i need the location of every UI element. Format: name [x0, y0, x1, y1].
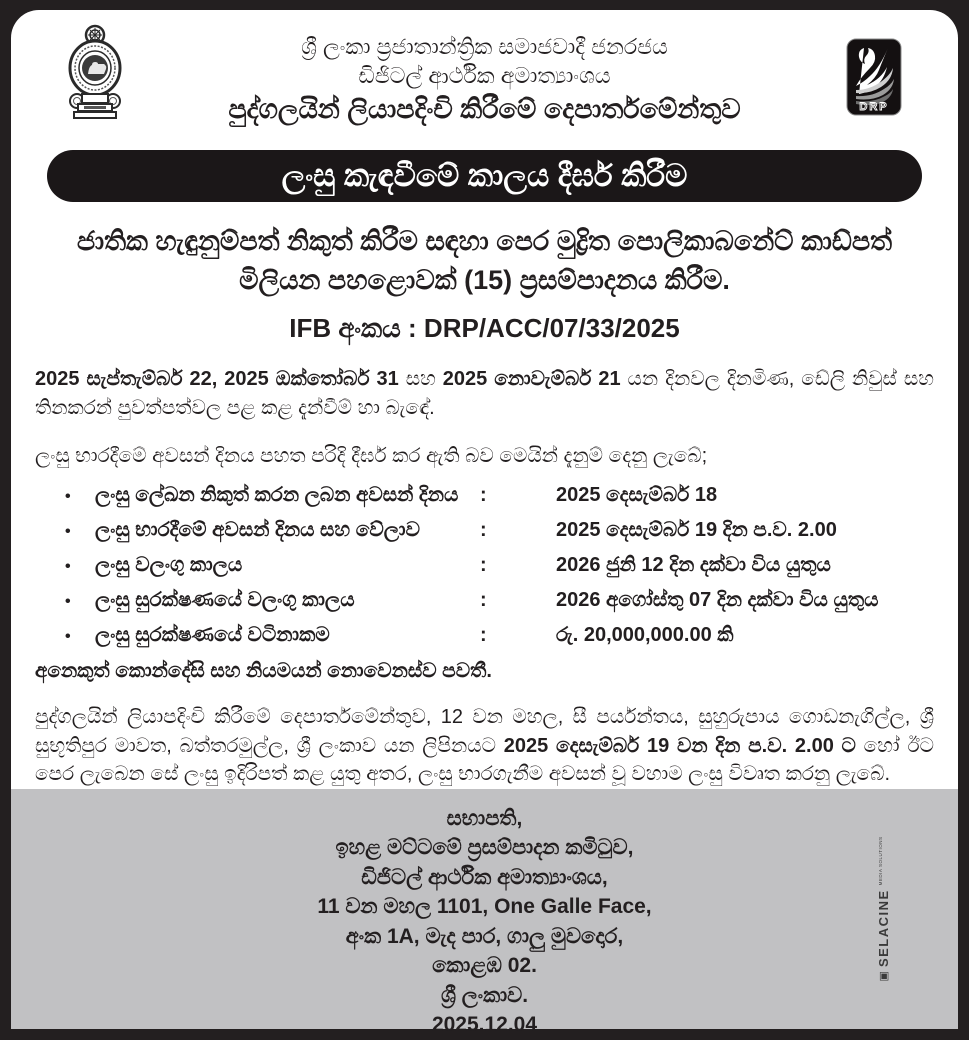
address-line-2: අංක 1A, මැද පාර, ගාලු මුවදොර,: [345, 924, 624, 948]
list-item: [65, 624, 934, 648]
address-line-1: 11 වන මහල 1101, One Galle Face,: [317, 895, 652, 918]
item-label: ලංසු වලංගු කාලය: [95, 554, 243, 576]
list-item: [65, 484, 934, 508]
bullet-icon: •: [65, 523, 71, 540]
signature-block: [11, 789, 958, 1036]
item-colon: :: [480, 624, 487, 646]
ref-dates-2: 2025 නොවැම්බර් 21: [442, 368, 621, 390]
list-item: [65, 554, 934, 578]
ref-rest: යන දිනවල දිනමිණ, ඩේලි නිවුස් සහ තිනකරන් පුවත්පත්වල පළ කළ දැන්වීම් හා බැඳේ.: [35, 368, 935, 419]
national-emblem: [35, 24, 155, 120]
signatory-title: සභාපති,: [446, 806, 523, 830]
notice-date: 2025.12.04: [431, 1013, 538, 1036]
subject-line-1: ජාතික හැඳුනුම්පත් නිකුත් කිරීම සඳහා පෙර මුද්‍රිත පොලිකාබනේට් කාඩ්පත්: [76, 226, 893, 256]
submission-rest: හෝ ඊට පෙර ලැබෙන සේ ලංසු ඉදිරිපත් කළ යුතු අතර, ලංසු භාරගැනීම අවසන් වූ වහාම ලංසු විවෘත කරනු ලැබේ.: [35, 734, 935, 785]
item-value: 2025 දෙසැම්බර් 19 දින ප.ව. 2.00: [556, 519, 837, 541]
ref-conj: සහ: [398, 368, 443, 390]
ifb-number: IFB අංකය : DRP/ACC/07/33/2025: [289, 313, 680, 343]
list-item: [65, 589, 934, 613]
terms-note: අනෙකුත් කොන්දේසි සහ නියමයන් නොවෙනස්ව පවතී.: [35, 660, 492, 682]
notice-sheet: [11, 10, 958, 1036]
bullet-icon: •: [65, 558, 71, 575]
sri-lanka-emblem-icon: [66, 24, 124, 120]
item-colon: :: [480, 484, 487, 506]
svg-text:DRP: DRP: [859, 101, 889, 113]
item-value: රු. 20,000,000.00 කි: [556, 624, 734, 646]
selacine-watermark: [876, 836, 891, 981]
address-city: කොළඹ 02.: [432, 954, 537, 977]
item-value: 2025 දෙසැම්බර් 18: [556, 484, 718, 506]
drp-logo: [814, 24, 934, 116]
subject-line-2: මිලියන පහළොවක් (15) ප්‍රසම්පාදනය කිරීම.: [239, 265, 730, 295]
bullet-icon: •: [65, 593, 71, 610]
watermark-brand: SELACINE: [876, 888, 892, 967]
list-item: [65, 519, 934, 543]
notice-content: [11, 10, 958, 789]
item-colon: :: [480, 554, 487, 576]
submission-paragraph: [35, 703, 934, 789]
department-title: පුද්ගලයින් ලියාපදිංචි කිරීමේ දෙපාර්තමේන්තුව: [228, 94, 741, 124]
submission-address: පුද්ගලයින් ලියාපදිංචි කිරීමේ දෙපාර්තමේන්තුව, 12 වන මහල, සී පර්යන්තය, සුහුරුපාය ගොඩනැගිල්ල, ශ්‍රී සුභූතිපුර මාවත, බත්තරමුල්ල, ශ්‍රී ලංකාව යන ලිපිනයට: [35, 706, 934, 757]
bullet-icon: •: [65, 488, 71, 505]
submission-deadline: 2025 දෙසැම්බර් 19 වන දින ප.ව. 2.00 ට: [503, 734, 856, 757]
address-country: ශ්‍රී ලංකාව.: [440, 983, 529, 1007]
item-colon: :: [480, 589, 487, 611]
header: [35, 10, 934, 126]
notice-title: ලංසු කැඳවීමේ කාලය දීර්ඝ කිරීම: [281, 158, 688, 193]
selacine-logo-icon: ▣: [878, 970, 891, 981]
ministry-name: ඩිජිටල් ආර්ථික අමාත්‍යාංශය,: [361, 865, 608, 889]
bullet-icon: •: [65, 628, 71, 645]
item-label: ලංසු ලේඛන නිකුත් කරන ලබන අවසන් දිනය: [95, 484, 459, 506]
item-label: ලංසු සුරක්ෂණයේ වටිනාකම: [95, 624, 330, 646]
committee-name: ඉහළ මට්ටමේ ප්‍රසම්පාදන කමිටුව,: [335, 836, 634, 859]
republic-title: ශ්‍රී ලංකා ප්‍රජාතාන්ත්‍රික සමාජවාදී ජනරජය: [301, 34, 668, 59]
drp-swan-logo-icon: [846, 38, 902, 116]
item-label: ලංසු භාරදීමේ අවසන් දිනය සහ වේලාව: [95, 519, 420, 541]
item-label: ලංසු සුරක්ෂණයේ වලංගු කාලය: [95, 589, 355, 611]
tender-subject: [35, 222, 934, 300]
item-colon: :: [480, 519, 487, 541]
notice-title-banner: [47, 150, 922, 202]
watermark-tagline: MEDIA SOLUTIONS: [878, 836, 884, 885]
item-value: 2026 ජුනි 12 දින දක්වා විය යුතුය: [556, 554, 831, 576]
reference-paragraph: [35, 365, 934, 422]
item-value: 2026 අගෝස්තු 07 දින දක්වා විය යුතුය: [556, 589, 879, 611]
ministry-title: ඩිජිටල් ආර්ථික අමාත්‍යාංශය: [358, 63, 611, 88]
header-titles: [155, 24, 814, 126]
extension-statement: ලංසු භාරදීමේ අවසන් දිනය පහත පරිදි දීර්ඝ කර ඇති බව මෙයින් දැනුම් දෙනු ලැබේ;: [35, 445, 708, 467]
ref-dates-1: 2025 සැප්තැම්බර් 22, 2025 ඔක්තෝබර් 31: [35, 368, 399, 390]
deadline-list: [35, 484, 934, 648]
